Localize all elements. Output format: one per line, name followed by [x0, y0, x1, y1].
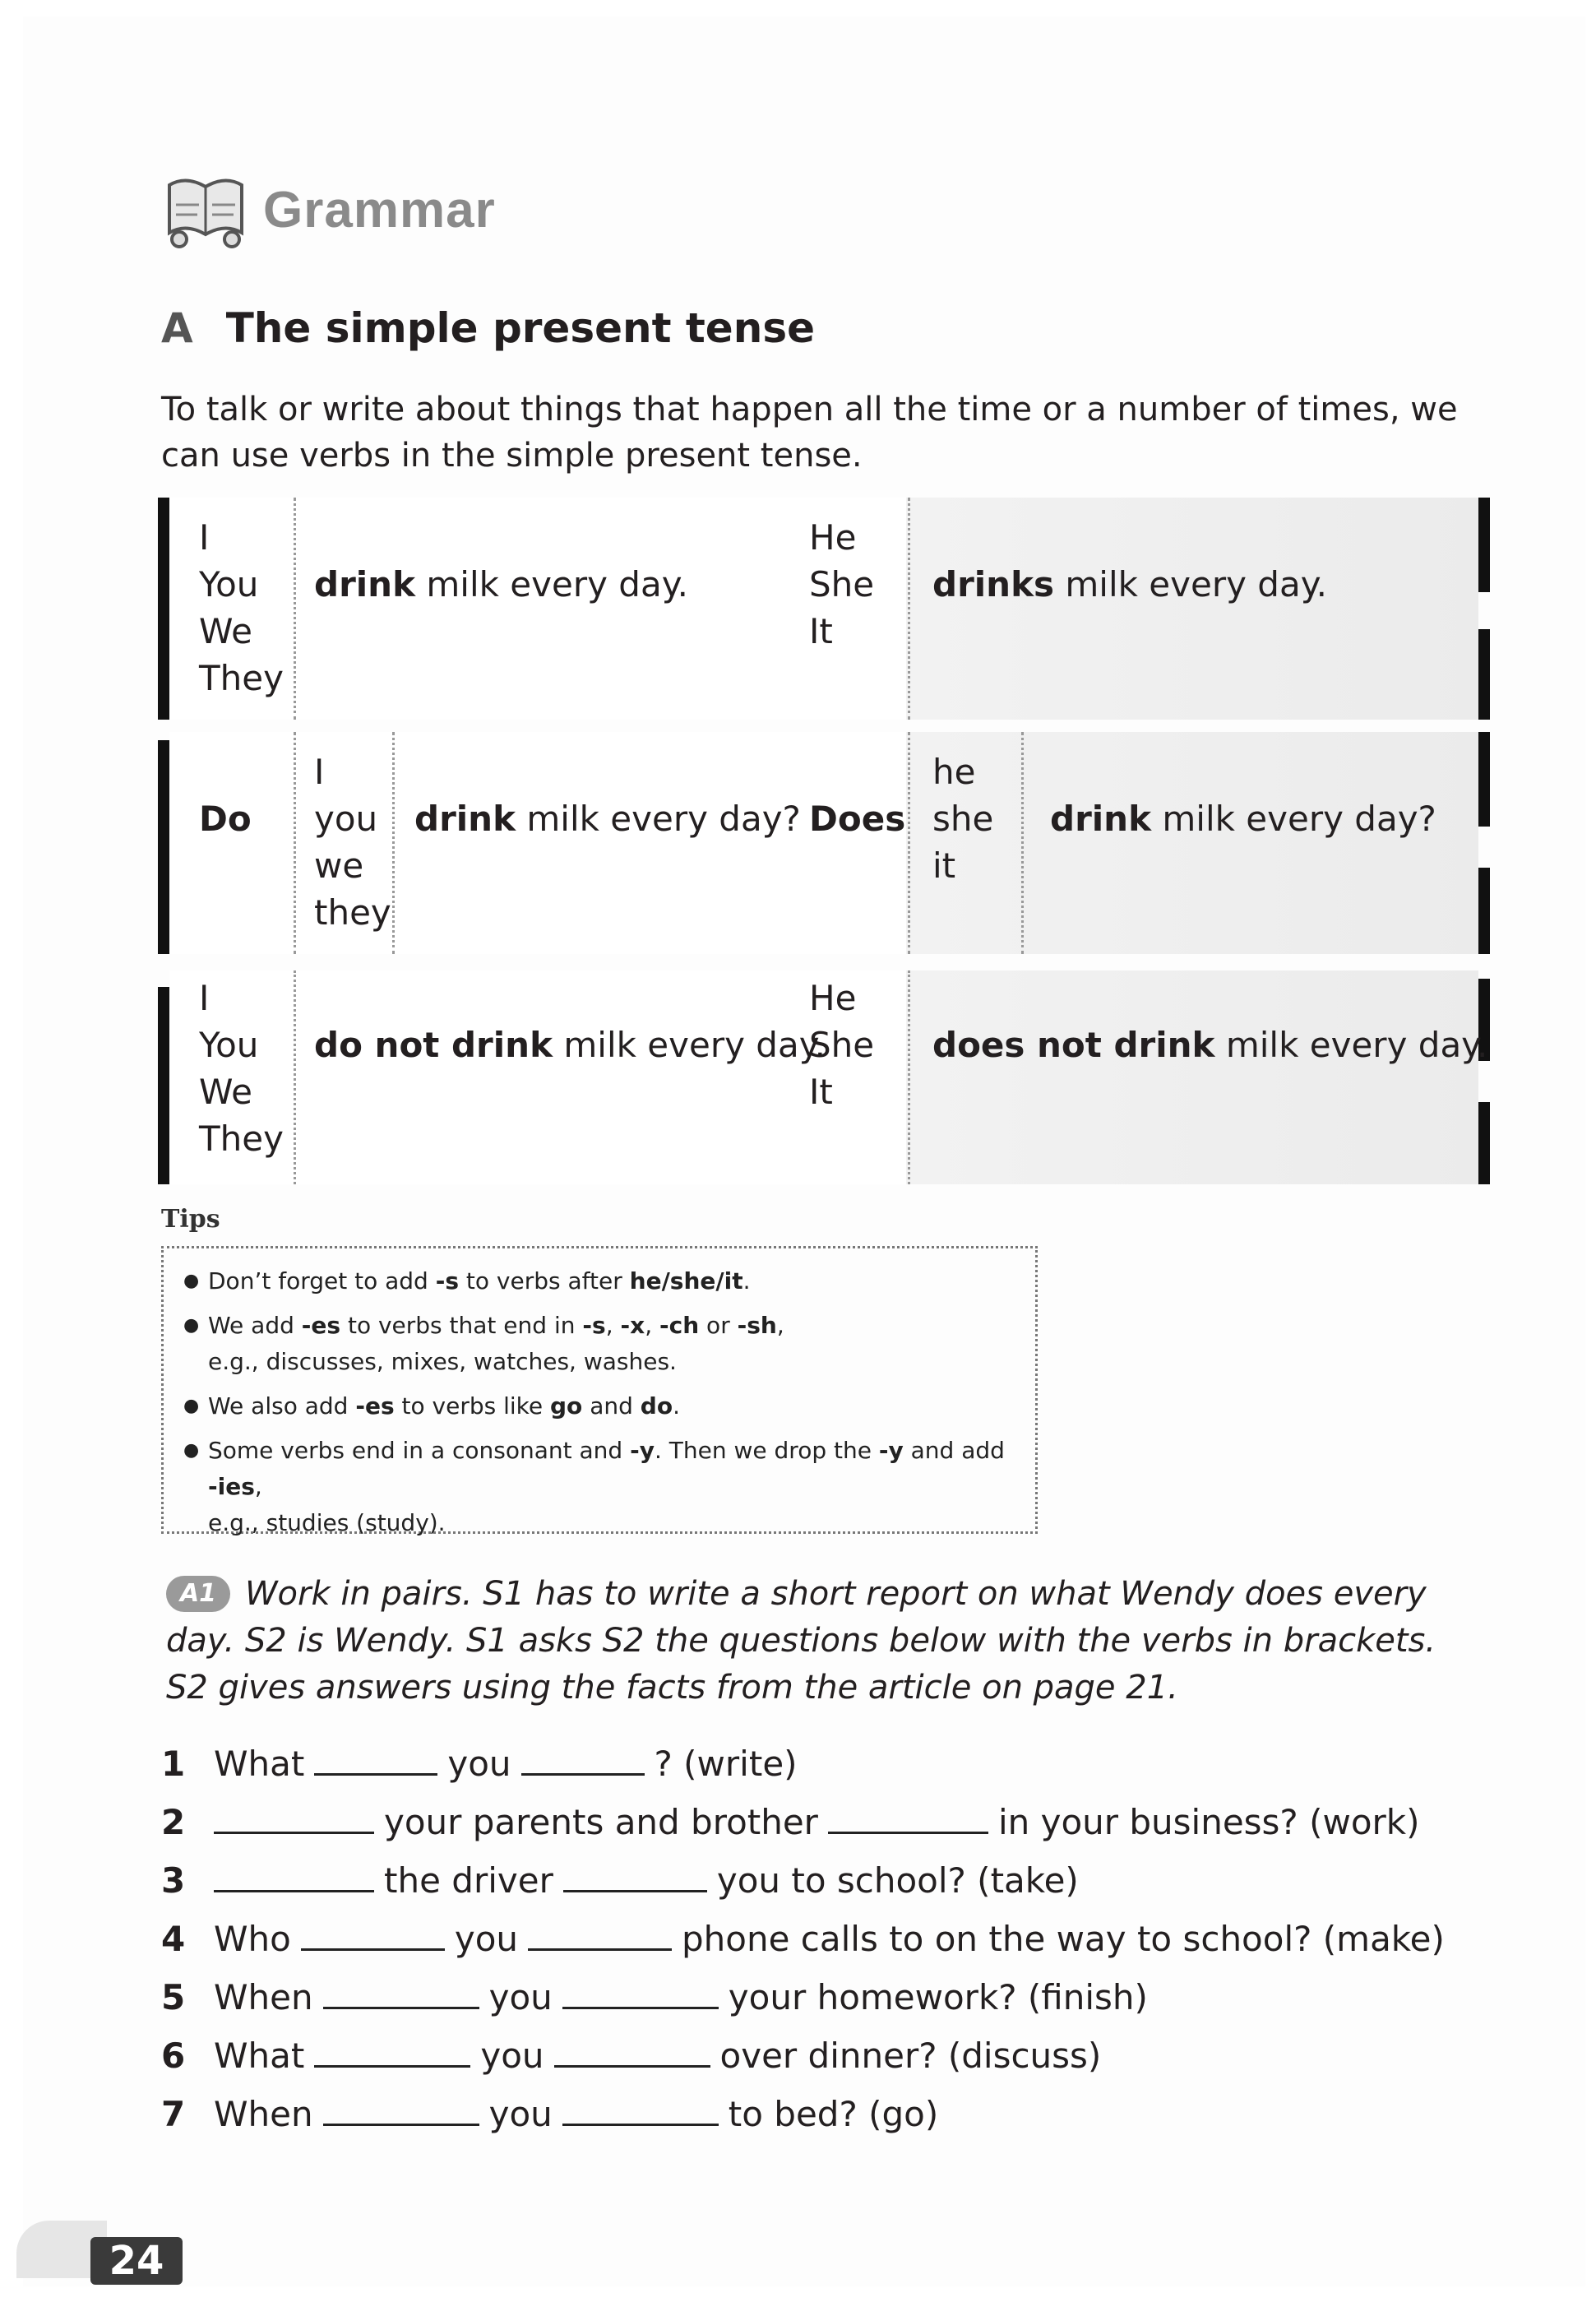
question-text: you — [480, 2036, 544, 2076]
tip-bold: -x — [620, 1312, 645, 1339]
table-divider — [908, 970, 910, 1184]
tip-bold: -sh — [737, 1312, 777, 1339]
pronoun: I — [314, 752, 325, 792]
pronoun: she — [932, 799, 994, 839]
table-divider — [908, 732, 910, 954]
table-panel-right — [906, 498, 1478, 720]
pronoun: I — [199, 517, 210, 558]
verb-phrase — [932, 1021, 1487, 1068]
question-text: you — [447, 1744, 511, 1784]
tip-text: to verbs like — [394, 1392, 551, 1420]
tip-text: and — [582, 1392, 641, 1420]
question-word: What — [214, 1744, 305, 1784]
pronoun: he — [932, 752, 976, 792]
table-divider — [294, 498, 296, 720]
bullet-icon: ● — [183, 1271, 200, 1291]
activity-badge: A1 — [166, 1576, 230, 1612]
tip-text: , — [254, 1473, 262, 1500]
question-number: 6 — [161, 2036, 186, 2076]
pronoun: They — [199, 658, 284, 698]
tips-label: Tips — [161, 1205, 220, 1234]
verb-phrase — [314, 1021, 826, 1068]
table-divider — [294, 970, 296, 1184]
answer-blank[interactable] — [301, 1915, 445, 1951]
table-panel-right — [906, 970, 1478, 1184]
sub-heading — [161, 304, 815, 352]
tip-bold: -y — [878, 1437, 904, 1464]
pronoun: We — [199, 1072, 252, 1112]
answer-blank[interactable] — [828, 1798, 988, 1834]
pronoun: you — [314, 799, 378, 839]
verb-phrase — [414, 795, 801, 842]
tip-text: and add — [903, 1437, 1005, 1464]
tip-bold: -s — [582, 1312, 606, 1339]
question-row — [161, 1973, 1493, 2031]
pronoun: they — [314, 892, 391, 933]
pronoun-list — [809, 975, 874, 1115]
pronoun: it — [932, 845, 956, 886]
question-word: Who — [214, 1919, 291, 1959]
tip-bold: -y — [630, 1437, 655, 1464]
table-divider — [294, 732, 296, 954]
table-bar-right — [1478, 732, 1490, 827]
pronoun-list — [199, 975, 284, 1162]
question-row — [161, 1856, 1493, 1915]
tip-item — [183, 1433, 1015, 1541]
verb-rest: milk every day. — [1214, 1025, 1488, 1065]
tip-text: We add — [208, 1312, 302, 1339]
question-text: phone calls to on the way to school? (make) — [682, 1919, 1445, 1959]
question-text: to bed? (go) — [728, 2094, 939, 2134]
pronoun-list — [199, 514, 284, 702]
question-number: 4 — [161, 1919, 186, 1959]
question-text: the driver — [384, 1860, 553, 1901]
verb-rest: milk every day. — [415, 564, 688, 604]
pronoun-list — [932, 748, 993, 889]
tip-item — [183, 1388, 1015, 1424]
question-row — [161, 2090, 1493, 2148]
verb-phrase — [932, 561, 1327, 608]
answer-blank[interactable] — [214, 1798, 374, 1834]
verb: drink — [414, 799, 516, 839]
bullet-icon: ● — [183, 1396, 200, 1416]
tip-bold: do — [640, 1392, 673, 1420]
table-bar-left — [158, 740, 169, 954]
tip-bold: he/she/it — [629, 1267, 743, 1295]
answer-blank[interactable] — [562, 1973, 719, 2009]
tip-text: to verbs that end in — [340, 1312, 583, 1339]
pronoun-list — [314, 748, 391, 936]
answer-blank[interactable] — [214, 1856, 374, 1892]
tip-text: , — [605, 1312, 621, 1339]
tip-text: , — [645, 1312, 659, 1339]
bullet-icon: ● — [183, 1315, 200, 1336]
pronoun-list — [809, 514, 874, 655]
verb: drinks — [932, 564, 1055, 604]
tip-text: Some verbs end in a consonant and — [208, 1437, 631, 1464]
question-number: 7 — [161, 2094, 186, 2134]
question-word: When — [214, 2094, 313, 2134]
question-text: your parents and brother — [384, 1802, 818, 1842]
question-word: What — [214, 2036, 305, 2076]
question-text: you to school? (take) — [716, 1860, 1079, 1901]
verb-phrase — [314, 561, 688, 608]
question-row — [161, 1798, 1493, 1856]
table-divider — [908, 498, 910, 720]
tip-text: . — [673, 1392, 680, 1420]
question-number: 1 — [161, 1744, 186, 1784]
pronoun: He — [809, 978, 857, 1018]
sub-heading-title: The simple present tense — [225, 304, 815, 352]
tip-text: to verbs after — [459, 1267, 630, 1295]
tips-box — [161, 1246, 1038, 1534]
tip-text: , — [776, 1312, 784, 1339]
question-text: you — [454, 1919, 519, 1959]
tip-bold: -ies — [208, 1473, 255, 1500]
verb: does not drink — [932, 1025, 1215, 1065]
answer-blank[interactable] — [323, 1973, 479, 2009]
verb-rest: milk every day. — [1054, 564, 1327, 604]
section-title: Grammar — [263, 181, 496, 239]
tip-bold: -s — [435, 1267, 460, 1295]
auxiliary-do: Do — [199, 799, 252, 839]
pronoun: She — [809, 1025, 875, 1065]
pronoun: You — [199, 564, 259, 604]
answer-blank[interactable] — [314, 1739, 437, 1776]
answer-blank[interactable] — [528, 1915, 672, 1951]
tip-bold: -ch — [659, 1312, 700, 1339]
pronoun: It — [809, 611, 833, 651]
verb: drink — [314, 564, 416, 604]
question-text: you — [488, 2094, 553, 2134]
question-row — [161, 2031, 1493, 2090]
question-text: ? (write) — [654, 1744, 798, 1784]
table-bar-right — [1478, 498, 1490, 592]
tip-item — [183, 1308, 1015, 1380]
verb-phrase — [1050, 795, 1436, 842]
intro-paragraph: To talk or write about things that happen all the time or a number of times, we can use verbs in the simple present tense. — [161, 391, 1458, 475]
pronoun: It — [809, 1072, 833, 1112]
table-bar-right — [1478, 1102, 1490, 1184]
pronoun: You — [199, 1025, 259, 1065]
question-text: your homework? (finish) — [728, 1977, 1148, 2017]
question-number: 5 — [161, 1977, 186, 2017]
table-bar-left — [158, 987, 169, 1184]
table-panel-left — [169, 732, 942, 954]
question-text: in your business? (work) — [997, 1802, 1420, 1842]
question-word: When — [214, 1977, 313, 2017]
question-row — [161, 1915, 1493, 1973]
answer-blank[interactable] — [554, 2031, 710, 2068]
verb: drink — [1050, 799, 1152, 839]
grammar-table-negative — [158, 970, 1490, 1184]
verb: do not drink — [314, 1025, 553, 1065]
pronoun: we — [314, 845, 364, 886]
verb-rest: milk every day? — [516, 799, 801, 839]
verb-rest: milk every day. — [553, 1025, 826, 1065]
question-row — [161, 1739, 1493, 1798]
grammar-table-affirmative — [158, 498, 1490, 720]
tip-text: or — [699, 1312, 738, 1339]
sub-heading-letter: A — [161, 304, 193, 352]
bullet-icon: ● — [183, 1440, 200, 1461]
auxiliary-does: Does — [809, 799, 906, 839]
answer-blank[interactable] — [314, 2031, 470, 2068]
question-number: 3 — [161, 1860, 186, 1901]
pronoun: She — [809, 564, 875, 604]
table-bar-right — [1478, 629, 1490, 720]
answer-blank[interactable] — [563, 1856, 707, 1892]
pronoun: They — [199, 1119, 284, 1159]
verb-rest: milk every day? — [1151, 799, 1436, 839]
table-bar-right — [1478, 868, 1490, 954]
table-bar-left — [158, 498, 169, 720]
table-divider — [392, 732, 395, 954]
activity-instruction — [166, 1571, 1482, 1711]
pronoun: He — [809, 517, 857, 558]
question-number: 2 — [161, 1802, 186, 1842]
pronoun: We — [199, 611, 252, 651]
pronoun: I — [199, 978, 210, 1018]
tip-example: e.g., discusses, mixes, watches, washes. — [208, 1348, 677, 1375]
activity-text: Work in pairs. S1 has to write a short report on what Wendy does every day. S2 is Wendy. S1 asks S2 the questions below with the verbs in brackets. S2 gives answers using the facts from the article on page 21. — [166, 1575, 1436, 1707]
table-divider — [1021, 732, 1024, 954]
page-number: 24 — [90, 2237, 183, 2285]
grammar-table-question — [158, 732, 1490, 954]
tip-bold: -es — [301, 1312, 341, 1339]
tip-text: We also add — [208, 1392, 356, 1420]
tip-example: e.g., studies (study). — [208, 1509, 446, 1536]
question-list — [161, 1739, 1493, 2148]
tip-item — [183, 1263, 1015, 1299]
answer-blank[interactable] — [521, 1739, 645, 1776]
tip-text: . Then we drop the — [654, 1437, 879, 1464]
scroll-icon — [161, 169, 250, 251]
tip-text: Don’t forget to add — [208, 1267, 436, 1295]
question-text: over dinner? (discuss) — [719, 2036, 1102, 2076]
tip-bold: -es — [355, 1392, 395, 1420]
question-text: you — [488, 1977, 553, 2017]
tip-text: . — [742, 1267, 751, 1295]
answer-blank[interactable] — [562, 2090, 719, 2126]
answer-blank[interactable] — [323, 2090, 479, 2126]
section-heading — [161, 164, 496, 255]
tip-bold: go — [550, 1392, 583, 1420]
